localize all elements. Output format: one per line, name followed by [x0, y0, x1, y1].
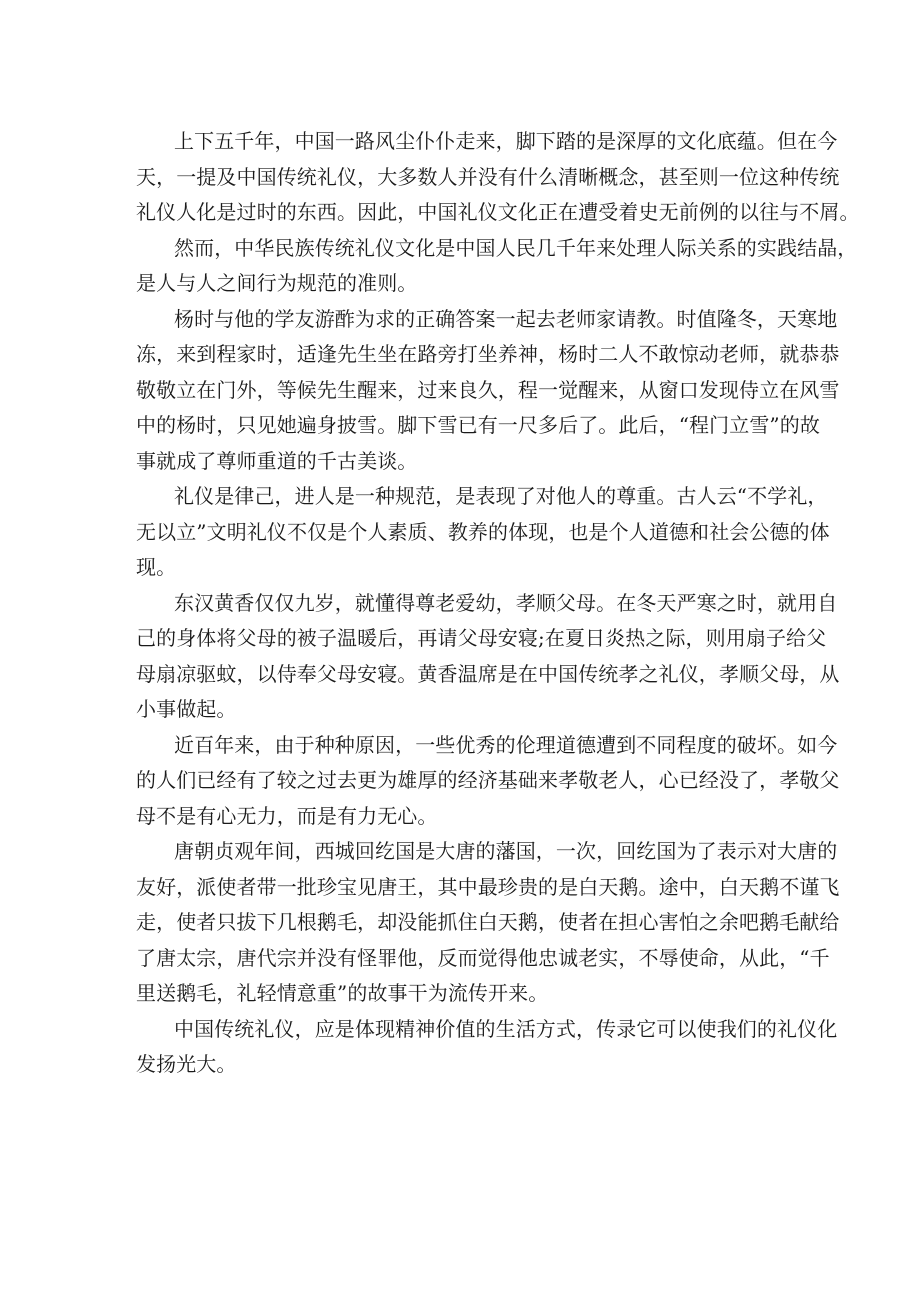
paragraph-7 [136, 834, 840, 1012]
text-line: 的人们已经有了较之过去更为雄厚的经济基础来孝敬老人，心已经没了，孝敬父 [136, 768, 840, 792]
paragraph-3 [136, 302, 840, 480]
text-line: 无以立”文明礼仪不仅是个人素质、教养的体现，也是个人道德和社会公德的体 [136, 519, 830, 544]
text-line: 事就成了尊师重道的千古美谈。 [136, 448, 418, 473]
text-line: 天，一提及中国传统礼仪，大多数人并没有什么清晰概念，甚至则一位这种传统 [136, 164, 840, 189]
text-line: 然而，中华民族传统礼仪文化是中国人民几千年来处理人际关系的实践结晶， [174, 235, 858, 260]
text-line: 礼仪是律己，进人是一种规范，是表现了对他人的尊重。古人云“不学礼， [174, 484, 828, 508]
text-line: 母不是有心无力，而是有力无心。 [136, 803, 438, 828]
text-line: 友好，派使者带一批珍宝见唐王，其中最珍贵的是白天鹅。途中，白天鹅不谨飞 [136, 874, 840, 899]
text-line: 母扇凉驱蚊，以侍奉父母安寝。黄香温席是在中国传统孝之礼仪，孝顺父母，从 [136, 661, 840, 686]
text-line: 小事做起。 [136, 697, 237, 721]
paragraph-4 [136, 479, 830, 586]
text-line: 近百年来，由于种种原因，一些优秀的伦理道德遭到不同程度的破坏。如今 [174, 732, 838, 757]
paragraph-8 [136, 1012, 838, 1083]
text-line: 上下五千年，中国一路风尘仆仆走来，脚下踏的是深厚的文化底蕴。但在今 [174, 129, 838, 153]
text-line: 礼仪人化是过时的东西。因此，中国礼仪文化正在遭受着史无前例的以往与不屑。 [136, 200, 860, 224]
text-line: 发扬光大。 [136, 1052, 237, 1076]
text-line: 东汉黄香仅仅九岁，就懂得尊老爱幼，孝顺父母。在冬天严寒之时，就用自 [174, 590, 838, 615]
text-line: 杨时与他的学友游酢为求的正确答案一起去老师家请教。时值隆冬，天寒地 [174, 306, 838, 331]
text-line: 冻，来到程家时，适逢先生坐在路旁打坐养神，杨时二人不敢惊动老师，就恭恭 [136, 342, 840, 366]
text-line: 中国传统礼仪，应是体现精神价值的生活方式，传录它可以使我们的礼仪化 [174, 1016, 838, 1041]
text-line: 敬敬立在门外，等候先生醒来，过来良久，程一觉醒来，从窗口发现侍立在风雪 [136, 377, 840, 402]
document-body [136, 124, 860, 1083]
text-line: 是人与人之间行为规范的准则。 [136, 271, 418, 295]
paragraph-5 [136, 586, 840, 728]
text-line: 现。 [136, 555, 177, 579]
paragraph-1 [136, 124, 860, 231]
paragraph-6 [136, 728, 840, 835]
text-line: 中的杨时，只见她遍身披雪。脚下雪已有一尺多后了。此后，“程门立雪”的故 [136, 413, 820, 437]
text-line: 了唐太宗，唐代宗并没有怪罪他，反而觉得他忠诚老实，不辱使命，从此，“千 [136, 945, 830, 970]
paragraph-2 [136, 231, 858, 302]
text-line: 走，使者只拔下几根鹅毛，却没能抓住白天鹅，使者在担心害怕之余吧鹅毛献给 [136, 910, 840, 934]
text-line: 里送鹅毛，礼轻情意重”的故事干为流传开来。 [136, 981, 549, 1005]
text-line: 唐朝贞观年间，西城回纥国是大唐的藩国，一次，回纥国为了表示对大唐的 [174, 839, 838, 863]
text-line: 己的身体将父母的被子温暖后，再请父母安寝;在夏日炎热之际，则用扇子给父 [136, 626, 827, 650]
